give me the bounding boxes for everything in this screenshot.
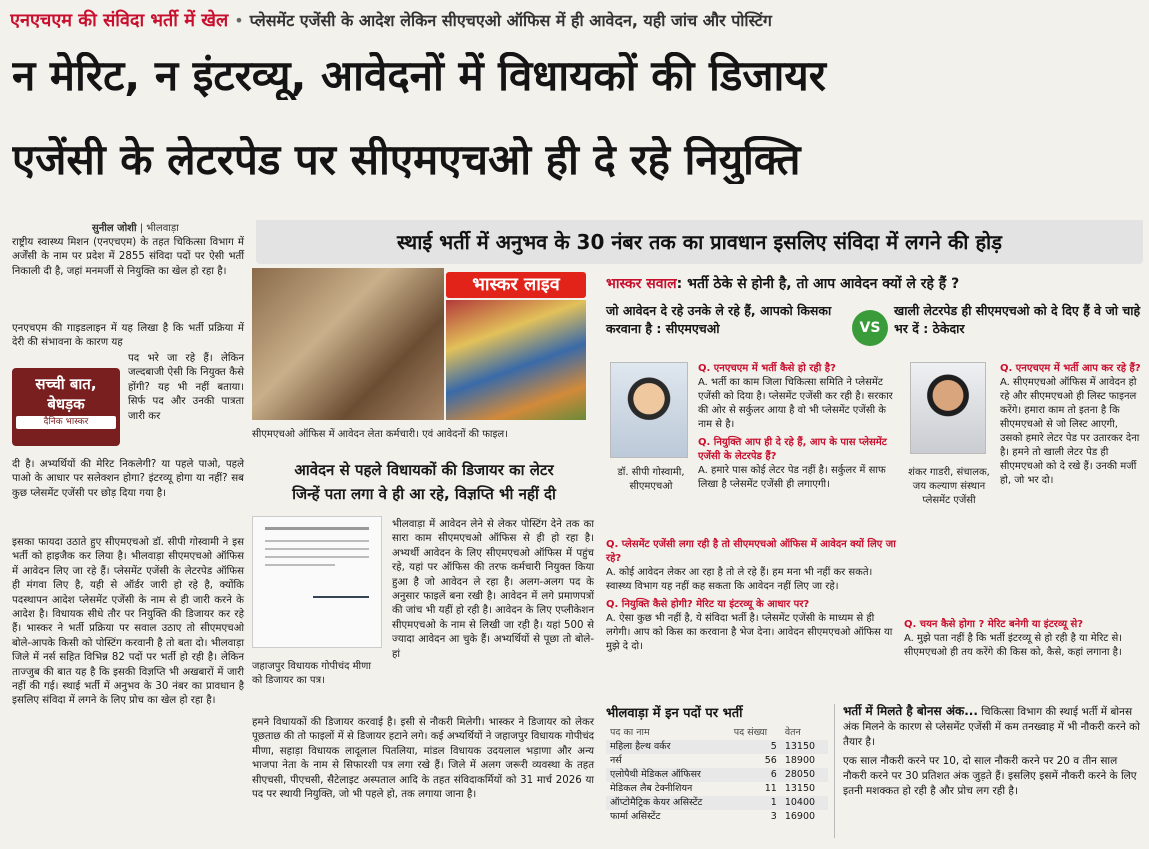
qa-right-block-1 bbox=[1000, 362, 1142, 488]
cell-count: 3 bbox=[770, 811, 777, 822]
cell-post: फार्मा असिस्टेंट bbox=[610, 811, 661, 822]
cell-count: 56 bbox=[764, 755, 777, 766]
table-header-row bbox=[606, 726, 828, 740]
cell-count: 6 bbox=[730, 768, 781, 782]
qa-left-a1: A. भर्ती का काम जिला चिकित्सा समिति ने प्लेसमेंट एजेंसी को दिया है। प्लेसमेंट एजेंसी कर रही है। सरकार की ओर से सर्कुलर आया है वो भी प्लेसमेंट एजेंसी के नाम से है। bbox=[698, 377, 893, 430]
cell-count: 1 bbox=[730, 796, 781, 810]
bullet-icon: • bbox=[234, 11, 244, 30]
mid-para-2: हमने विधायकों की डिजायर करवाई है। इसी से नौकरी मिलेगी। भास्कर ने डिजायर को लेकर पूछताछ की तो फाइलों में से डिजायर हटाने लगे। कई अभ्यर्थियों ने जहाजपुर विधायक गोपीचंद मीणा, सहाड़ा विधायक लादूलाल पितलिया, मांडल विधायक उदयलाल भड़ाणा और अन्य भाजपा नेता के नाम से सिफारशी पत्र लगा रखे हैं। जिले में अलग जरूरी व्यवस्था के तहत सीएचसी, पीएचसी, सैटेलाइट अस्पताल आदि के तहत संविदाकर्मियों को 31 मार्च 2026 या पद पर स्थायी नियुक्ति, जो भी पहले हो, तक लगाया जाना है। bbox=[252, 717, 594, 801]
bonus-box bbox=[834, 704, 1144, 838]
qa-right-block-2 bbox=[904, 618, 1142, 660]
headline-line-2: एजेंसी के लेटरपेड पर सीएमएचओ ही दे रहे नियुक्ति bbox=[12, 136, 801, 184]
subhead-line-1: आवेदन से पहले विधायकों की डिजायर का लेटर bbox=[294, 461, 554, 479]
section-band-text: स्थाई भर्ती में अनुभव के 30 नंबर तक का प्रावधान इसलिए संविदा में लगने की होड़ bbox=[397, 230, 1002, 254]
left-claim: जो आवेदन दे रहे उनके ले रहे हैं, आपको किसका करवाना है : सीएमएचओ bbox=[606, 303, 832, 336]
cell-salary: 10400 bbox=[781, 796, 828, 810]
kicker-line bbox=[10, 8, 1140, 34]
cell-post: महिला हैल्थ वर्कर bbox=[606, 740, 730, 754]
cell-post: ऑप्टोमैट्रिक केयर असिस्टेंट bbox=[606, 796, 730, 810]
col1-para-2b: पद भरे जा रहे हैं। लेकिन जल्दबाजी ऐसी कि नियुक्त कैसे होंगी? यह भी नहीं बताया। सिर्फ पद और उनकी पात्रता जारी कर bbox=[128, 353, 244, 422]
cell-salary: 13150 bbox=[784, 783, 816, 794]
byline-name: सुनील जोशी bbox=[92, 223, 137, 234]
photo-caption: सीएमएचओ ऑफिस में आवेदन लेता कर्मचारी। एवं आवेदनों की फाइल। bbox=[252, 429, 508, 440]
headline-line-1: न मेरिट, न इंटरव्यू, आवेदनों में विधायकों की डिजायर bbox=[12, 52, 826, 100]
table-row bbox=[606, 810, 828, 824]
kicker-text: प्लेसमेंट एजेंसी के आदेश लेकिन सीएचएओ ऑफिस में ही आवेदन, यही जांच और पोस्टिंग bbox=[249, 11, 772, 30]
qa-left-a4: A. ऐसा कुछ भी नहीं है, ये संविदा भर्ती है। प्लेसमेंट एजेंसी के माध्यम से ही लगेगी। आप को किस का करवाना है भेज देना। आवेदन सीएमएचओ ऑफिस या मुझे दे दो। bbox=[606, 613, 893, 652]
qa-right-a2: A. मुझे पता नहीं है कि भर्ती इंटरव्यू से हो रही है या मेरिट से। सीएमएचओ ही तय करेंगे की किस को, कैसे, कहां लगाना है। bbox=[904, 633, 1123, 658]
table-row bbox=[606, 740, 828, 754]
question-label: भास्कर सवाल bbox=[606, 276, 677, 292]
col1-para-2a: एनएचएम की गाइडलाइन में यह लिखा है कि भर्ती प्रक्रिया में देरी की संभावना के कारण यह bbox=[12, 323, 244, 349]
cell-post: मेडिकल लैब टेक्नीशियन bbox=[610, 783, 693, 794]
mid-para-1: भीलवाड़ा में आवेदन लेने से लेकर पोस्टिंग देने तक का सारा काम सीएमएचओ ऑफिस से ही हो रहा है। अभ्यर्थी आवेदन के लिए सीएमएचओ ऑफिस में पहुंच रहे, यहां पर ऑफिस की तरफ कर्मचारी नियुक्त किया हुआ है जो आवेदन ले रहा है। अलग-अलग पद के अनुसार फाइलें बना रखी है। आवेदन में लगे प्रमाणपत्रों की जांच भी यहीं हो रही है। आवेदन के लिए एप्लीकेशन सीएमएचओ के नाम से लिखी जा रही है। यहां 500 से ज्यादा आवेदन आ चुके हैं। अभ्यर्थियों से पूछा तो बोले-हां bbox=[392, 519, 594, 660]
cell-salary: 13150 bbox=[781, 740, 828, 754]
cell-salary: 16900 bbox=[784, 811, 816, 822]
right-claim: खाली लेटरपेड ही सीएमएचओ को दे दिए हैं वे जो चाहे भर दें : ठेकेदार bbox=[894, 303, 1141, 336]
cell-count: 11 bbox=[764, 783, 777, 794]
question-text: : भर्ती ठेके से होनी है, तो आप आवेदन क्यों ले रहे हैं ? bbox=[676, 276, 960, 292]
live-label: भास्कर लाइव bbox=[446, 272, 586, 298]
question-band bbox=[606, 272, 1144, 296]
bonus-title: भर्ती में मिलते है बोनस अंक... bbox=[843, 704, 978, 718]
table-row bbox=[606, 796, 828, 810]
qa-left-a3: A. कोई आवेदन लेकर आ रहा है तो ले रहे हैं। हम मना भी नहीं कर सकते। स्वास्थ्य विभाग यह नहीं कह सकता कि आवेदन नहीं लिए जा रहे। bbox=[606, 567, 873, 592]
byline-place: भीलवाड़ा bbox=[146, 223, 179, 234]
desire-letter-image bbox=[252, 516, 382, 648]
qa-left-q1: Q. एनएचएम में भर्ती कैसे हो रही है? bbox=[698, 363, 836, 374]
col1-para-1: राष्ट्रीय स्वास्थ्य मिशन (एनएचएम) के तहत चिकित्सा विभाग में अर्जेंसी के नाम पर प्रदेश में 2855 संविदा पदों पर ऐसी भर्ती निकाली दी है, जहां मनमर्जी से नियुक्ति का खेल हो रहा है। bbox=[12, 237, 244, 277]
table-row bbox=[606, 754, 828, 768]
vs-badge: VS bbox=[852, 310, 888, 346]
header-count: पद संख्या bbox=[733, 727, 768, 738]
cell-salary: 18900 bbox=[784, 755, 816, 766]
bonus-para-1: चिकित्सा विभाग की स्थाई भर्ती में बोनस अंक मिलने के कारण से प्लेसमेंट एजेंसी में कम तनख्वाह में भी नौकरी करने को तैयार है। bbox=[843, 706, 1140, 748]
kicker-label: एनएचएम की संविदा भर्ती में खेल bbox=[10, 10, 229, 31]
qa-left-q4: Q. नियुक्ति कैसे होगी? मेरिट या इंटरव्यू के आधार पर? bbox=[606, 599, 810, 610]
bonus-para-2: एक साल नौकरी करने पर 10, दो साल नौकरी करने पर 20 व तीन साल नौकरी करने पर 30 प्रतिशत अंक जुड़ते हैं। इसलिए इसमें नौकरी करने के लिए इतनी मशक्कत हो रही है और प्रोच लग रही है। bbox=[843, 755, 1137, 797]
letter-caption: जहाजपुर विधायक गोपीचंद मीणा को डिजायर का पत्र। bbox=[252, 661, 371, 686]
qa-left-block-2 bbox=[606, 538, 896, 654]
header-post: पद का नाम bbox=[610, 727, 650, 738]
posts-table bbox=[606, 726, 828, 824]
byline: सुनील जोशी | भीलवाड़ा bbox=[92, 223, 179, 234]
stamp-line-1: सच्ची बात, bbox=[35, 375, 97, 393]
cell-salary: 28050 bbox=[781, 768, 828, 782]
header-salary: वेतन bbox=[784, 727, 801, 738]
contractor-portrait bbox=[910, 362, 986, 454]
stamp-badge bbox=[12, 368, 120, 446]
stamp-brand: दैनिक भास्कर bbox=[16, 416, 116, 429]
qa-left-q3: Q. प्लेसमेंट एजेंसी लगा रही है तो सीएमएचओ ऑफिस में आवेदन क्यों लिए जा रहे? bbox=[606, 539, 896, 564]
cell-count: 5 bbox=[730, 740, 781, 754]
cell-post: एलोपैथी मेडिकल ऑफिसर bbox=[606, 768, 730, 782]
stamp-line-2: बेधड़क bbox=[47, 395, 85, 413]
cmho-caption: डॉ. सीपी गोस्वामी, सीएमएचओ bbox=[617, 467, 685, 492]
subhead-line-2: जिन्हें पता लगा वे ही आ रहे, विज्ञप्ति भी नहीं दी bbox=[292, 485, 556, 503]
table-row bbox=[606, 768, 828, 782]
cell-post: नर्स bbox=[610, 755, 622, 766]
table-row bbox=[606, 782, 828, 796]
qa-left-a2: A. हमारे पास कोई लेटर पेड नहीं है। सर्कुलर में साफ लिखा है प्लेसमेंट एजेंसी ही लगाएगी। bbox=[698, 465, 886, 490]
section-band bbox=[256, 220, 1143, 264]
qa-left-block-1 bbox=[698, 362, 894, 492]
col1-para-3: इसका फायदा उठाते हुए सीएमएचओ डॉ. सीपी गोस्वामी ने इस भर्ती को हाइजैक कर लिया है। भीलवाड़ा सीएमएचओ ऑफिस में आवेदन लिए जा रहे हैं। प्लेसमेंट एजेंसी के लेटरपेड ऑफिस ही मंगवा लिए है, यही से ऑर्डर जारी हो रहे है, क्योंकि पदस्थापन आदेश प्लेसमेंट एजेंसी के नाम से ही जारी करने के आदेश है। विधायक सीधे तौर पर नियुक्ति की डिजायर कर रहे हैं। भास्कर ने भर्ती प्रक्रिया पर सवाल उठाए तो सीएमएचओ बोले-आपके किसी को पोस्टिंग करवानी है तो बता दो। भीलवाड़ा जिले में नर्स सहित विभिन्न 82 पदों पर भर्ती हो रही है। लेकिन ताज्जुब की बात यह है कि इसकी विज्ञप्ति भी अखबारों में जारी नहीं की गई। स्थाई भर्ती में अनुभव के 30 नंबर का प्रावधान है इसलिए संविदा में लगने के लिए प्रोच का खेल हो रहा है। bbox=[12, 537, 244, 707]
office-photo bbox=[252, 268, 444, 420]
qa-right-q1: Q. एनएचएम में भर्ती आप कर रहे हैं? bbox=[1000, 363, 1141, 374]
posts-table-title: भीलवाड़ा में इन पदों पर भर्ती bbox=[606, 706, 743, 721]
qa-right-q2: Q. चयन कैसे होगा ? मेरिट बनेगी या इंटरव्यू से? bbox=[904, 619, 1084, 630]
qa-right-a1: A. सीएमएचओ ऑफिस में आवेदन हो रहे और सीएमएचओ ही लिस्ट फाइनल करेंगे। हमारा काम तो इतना है कि सीएमएचओ से जो लिस्ट आएगी, उसको हमारे लेटर पेड पर उतारकर देना है। हमने तो खाली लेटर पेड ही सीएमएचओ को दे रखे हैं। उनकी मर्जी हो, जो भर दो। bbox=[1000, 377, 1140, 486]
cmho-portrait bbox=[610, 362, 688, 458]
contractor-caption: शंकर गाडरी, संचालक, जय कल्याण संस्थान प्लेसमेंट एजेंसी bbox=[908, 467, 990, 506]
col1-para-2c: दी है। अभ्यर्थियों की मेरिट निकलेगी? या पहले पाओ, पहले पाओ के आधार पर सलेक्शन होगा? इंटरव्यू होगा या नहीं? सब कुछ प्लेसमेंट एजेंसी पर छोड़ दिया गया है। bbox=[12, 459, 244, 499]
qa-left-q2: Q. नियुक्ति आप ही दे रहे हैं, आप के पास प्लेसमेंट एजेंसी के लेटरपेड हैं? bbox=[698, 437, 887, 462]
files-photo bbox=[446, 300, 586, 420]
